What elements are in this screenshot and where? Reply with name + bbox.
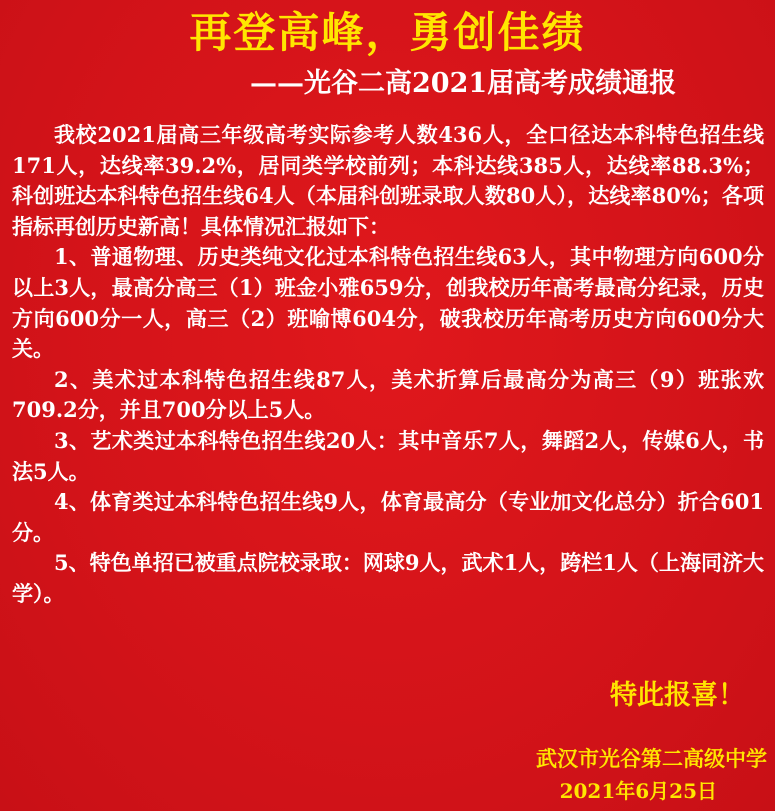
item-paragraph-5: 5、特色单招已被重点院校录取：网球9人，武术1人，跨栏1人（上海同济大学）。 — [12, 550, 764, 606]
school-signature: 武汉市光谷第二高级中学 — [536, 746, 767, 771]
intro-paragraph: 我校2021届高三年级高考实际参考人数436人，全口径达本科特色招生线171人，达线率39.2%，居同类学校前列；本科达线385人，达线率88.3%；科创班达本科特色招生线64人（本届科创班录取人数80人），达线率80%；各项指标再创历史新高！具体情况汇报如下： — [12, 122, 764, 239]
item-paragraph-2: 2、美术过本科特色招生线87人，美术折算后最高分为高三（9）班张欢709.2分，并且700分以上5人。 — [12, 366, 764, 423]
announcement-date: 2021年6月25日 — [559, 779, 717, 803]
item-paragraph-4: 4、体育类过本科特色招生线9人，体育最高分（专业加文化总分）折合601分。 — [12, 489, 764, 545]
closing-text: 特此报喜！ — [610, 680, 745, 711]
item-paragraph-3: 3、艺术类过本科特色招生线20人：其中音乐7人，舞蹈2人，传媒6人，书法5人。 — [12, 427, 764, 484]
poster-title: 再登高峰，勇创佳绩 — [189, 8, 586, 57]
item-paragraph-1: 1、普通物理、历史类纯文化过本科特色招生线63人，其中物理方向600分以上3人，最高分高三（1）班金小雅659分，创我校历年高考最高分纪录，历史方向600分一人，高三（2）班喻博604分，破我校历年高考历史方向600分大关。 — [12, 244, 764, 362]
poster-subtitle: ——光谷二高2021届高考成绩通报 — [250, 68, 677, 99]
announcement-body — [12, 120, 764, 610]
